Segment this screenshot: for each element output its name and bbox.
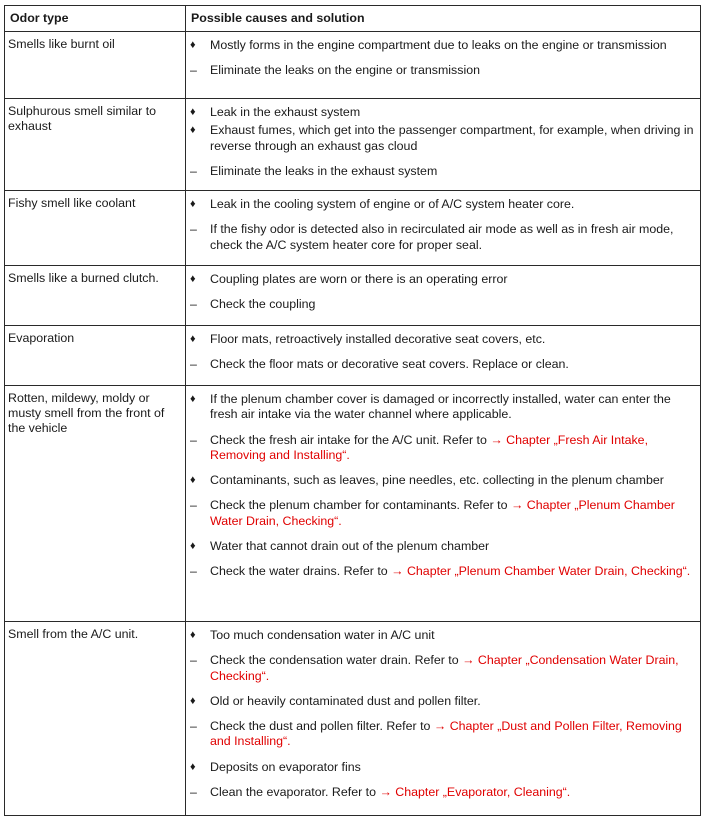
table-row xyxy=(5,386,701,622)
diamond-bullet-icon: ♦ xyxy=(190,124,196,137)
item-text: Exhaust fumes, which get into the passenger compartment, for example, when driving in reverse through an exhaust gas cloud xyxy=(210,123,694,153)
table-row xyxy=(5,191,701,266)
diamond-bullet-icon: ♦ xyxy=(190,333,196,345)
solution-item xyxy=(186,63,695,78)
item-text: Check the water drains. Refer to xyxy=(210,564,392,579)
causes-cell xyxy=(186,326,701,386)
cause-item xyxy=(186,197,695,212)
item-text: Check the floor mats or decorative seat covers. Replace or clean. xyxy=(210,357,569,372)
causes-cell xyxy=(186,99,701,191)
dash-bullet-icon: – xyxy=(190,357,197,372)
odor-type-cell: Smells like burnt oil xyxy=(5,32,186,99)
dash-bullet-icon: – xyxy=(190,564,197,579)
item-text: Deposits on evaporator fins xyxy=(210,759,361,774)
odor-table xyxy=(4,5,701,816)
causes-cell xyxy=(186,266,701,326)
cause-item xyxy=(186,473,695,488)
item-text: Water that cannot drain out of the plenum chamber xyxy=(210,539,490,554)
item-text: Check the dust and pollen filter. Refer to xyxy=(210,719,434,734)
solution-item xyxy=(186,785,695,800)
item-text: Leak in the exhaust system xyxy=(210,105,361,119)
dash-bullet-icon: – xyxy=(190,785,197,800)
diamond-bullet-icon: ♦ xyxy=(190,39,196,51)
causes-cell xyxy=(186,191,701,266)
item-text: Old or heavily contaminated dust and pollen filter. xyxy=(210,693,481,708)
diamond-bullet-icon: ♦ xyxy=(190,273,196,285)
header-odor-type: Odor type xyxy=(5,6,186,32)
cause-item xyxy=(186,332,695,347)
item-text: Check the coupling xyxy=(210,297,316,312)
causes-cell xyxy=(186,622,701,816)
diamond-bullet-icon: ♦ xyxy=(190,393,196,405)
item-text: If the plenum chamber cover is damaged or incorrectly installed, water can enter the fresh air intake via the water channel where applicable. xyxy=(210,392,671,422)
cause-item xyxy=(186,628,695,643)
chapter-link[interactable]: → Chapter „Evaporator, Cleaning“. xyxy=(379,785,571,800)
solution-item xyxy=(186,164,695,179)
solution-item xyxy=(186,653,695,684)
causes-cell xyxy=(186,32,701,99)
cause-item xyxy=(186,123,695,154)
dash-bullet-icon: – xyxy=(190,498,197,513)
item-text: Clean the evaporator. Refer to xyxy=(210,785,380,800)
chapter-link[interactable]: → Chapter „Condensation Water Drain, Checking“. xyxy=(210,653,679,683)
item-text: Check the condensation water drain. Refer to xyxy=(210,653,463,668)
chapter-link[interactable]: → Chapter „Plenum Chamber Water Drain, Checking“. xyxy=(210,498,675,528)
item-text: Eliminate the leaks on the engine or transmission xyxy=(210,63,480,78)
dash-bullet-icon: – xyxy=(190,297,197,312)
chapter-link[interactable]: → Chapter „Plenum Chamber Water Drain, Checking“. xyxy=(391,564,691,579)
cause-item xyxy=(186,38,695,53)
odor-type-cell: Smell from the A/C unit. xyxy=(5,622,186,816)
odor-type-cell: Smells like a burned clutch. xyxy=(5,266,186,326)
cause-item xyxy=(186,539,695,554)
solution-item xyxy=(186,222,695,253)
item-text: Too much condensation water in A/C unit xyxy=(210,628,435,642)
table-row xyxy=(5,622,701,816)
dash-bullet-icon: – xyxy=(190,222,197,237)
diamond-bullet-icon: ♦ xyxy=(190,629,196,641)
header-causes: Possible causes and solution xyxy=(186,6,701,32)
solution-item xyxy=(186,433,695,464)
item-text: Floor mats, retroactively installed decorative seat covers, etc. xyxy=(210,332,546,346)
odor-type-cell: Rotten, mildewy, moldy or musty smell from the front of the vehicle xyxy=(5,386,186,622)
diamond-bullet-icon: ♦ xyxy=(190,540,196,553)
diamond-bullet-icon: ♦ xyxy=(190,106,196,118)
diamond-bullet-icon: ♦ xyxy=(190,198,196,210)
item-text: Eliminate the leaks in the exhaust system xyxy=(210,163,438,178)
cause-item xyxy=(186,392,695,423)
table-row xyxy=(5,326,701,386)
solution-item xyxy=(186,564,695,579)
odor-type-cell: Sulphurous smell similar to exhaust xyxy=(5,99,186,191)
chapter-link[interactable]: → Chapter „Dust and Pollen Filter, Removing and Installing“. xyxy=(210,719,682,749)
diamond-bullet-icon: ♦ xyxy=(190,694,196,707)
item-text: Check the plenum chamber for contaminants. Refer to xyxy=(210,498,511,513)
solution-item xyxy=(186,719,695,750)
diamond-bullet-icon: ♦ xyxy=(190,760,196,773)
cause-item xyxy=(186,760,695,775)
dash-bullet-icon: – xyxy=(190,653,197,668)
item-text: Check the fresh air intake for the A/C unit. Refer to xyxy=(210,432,491,447)
diamond-bullet-icon: ♦ xyxy=(190,474,196,487)
odor-type-cell: Fishy smell like coolant xyxy=(5,191,186,266)
item-text: Mostly forms in the engine compartment due to leaks on the engine or transmission xyxy=(210,38,667,52)
odor-type-cell: Evaporation xyxy=(5,326,186,386)
table-header-row xyxy=(5,6,701,32)
item-text: Contaminants, such as leaves, pine needles, etc. collecting in the plenum chamber xyxy=(210,473,664,488)
dash-bullet-icon: – xyxy=(190,163,197,178)
causes-cell xyxy=(186,386,701,622)
table-row xyxy=(5,32,701,99)
item-text: Coupling plates are worn or there is an operating error xyxy=(210,272,508,286)
dash-bullet-icon: – xyxy=(190,63,197,78)
solution-item xyxy=(186,357,695,372)
solution-item xyxy=(186,297,695,312)
item-text: Leak in the cooling system of engine or of A/C system heater core. xyxy=(210,197,575,211)
table-row xyxy=(5,99,701,191)
table-row xyxy=(5,266,701,326)
cause-item xyxy=(186,272,695,287)
cause-item xyxy=(186,105,695,120)
item-text: If the fishy odor is detected also in recirculated air mode as well as in fresh air mode, check the A/C system heater core for proper seal. xyxy=(210,222,674,252)
dash-bullet-icon: – xyxy=(190,719,197,734)
dash-bullet-icon: – xyxy=(190,432,197,447)
cause-item xyxy=(186,694,695,709)
chapter-link[interactable]: → Chapter „Fresh Air Intake, Removing and Installing“. xyxy=(210,432,649,462)
solution-item xyxy=(186,498,695,529)
